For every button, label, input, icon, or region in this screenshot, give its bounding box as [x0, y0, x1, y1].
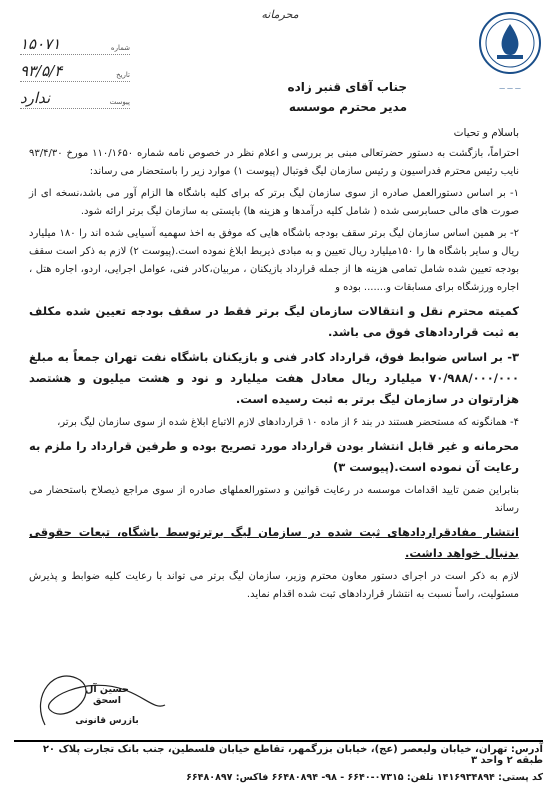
- signatory-name: حسین آل اسحق: [85, 684, 129, 706]
- meta-attachment-row: [20, 86, 130, 109]
- secret-mark: محرمانه: [261, 8, 299, 21]
- footer-address: آدرس: تهران، خیابان ولیعصر (عج)، خیابان بزرگمهر، تقاطع خیابان فلسطین، جنب بانک تجارت پلاک ۲۰ طبقه ۲ واحد ۳: [42, 744, 543, 766]
- date-value: ۹۳/۵/۴: [20, 62, 63, 80]
- meta-date-row: [20, 59, 130, 82]
- item-2-emphasis: کمیته محترم نقل و انتقالات سازمان لیگ برتر فقط در سقف بودجه تعیین شده مکلف به ثبت قراردادهای فوق می باشد.: [29, 304, 519, 339]
- date-label: تاریخ: [116, 71, 130, 79]
- number-label: شماره: [110, 44, 130, 52]
- greeting: باسلام و تحیات: [453, 127, 519, 139]
- closing-paragraph: لازم به ذکر است در اجرای دستور معاون محترم وزیر، سازمان لیگ برتر می تواند با رعایت کلیه ضوابط و پذیرش مسئولیت، راساً نسبت به انتشار قراردادهای ثبت شده اقدام نماید.: [29, 571, 519, 600]
- conclusion-paragraph: بنابراین ضمن تایید اقدامات موسسه در رعایت قوانین و دستورالعملهای صادره از سوی مراجع ذیصلاح باستحضار می رساند: [29, 485, 519, 514]
- letter-body: [29, 127, 519, 608]
- addressee-role: مدیر محترم موسسه: [288, 100, 407, 114]
- oil-company-logo-icon: [477, 10, 543, 102]
- footer-divider: [14, 740, 543, 742]
- conclusion-emphasis: انتشار مفادقراردادهای ثبت شده در سازمان لیگ برترتوسط باشگاه، تبعات حقوقی بدنبال خواهد داشت.: [29, 525, 519, 560]
- item-4: ۴- همانگونه که مستحضر هستند در بند ۶ از ماده ۱۰ قراردادهای لازم الاتباع ابلاغ شده از سوی سازمان لیگ برتر،: [57, 417, 519, 428]
- item-4-emphasis: محرمانه و غیر قابل انتشار بودن قرارداد مورد تصریح بوده و طرفین قرارداد را ملزم به رعایت آن نموده است.(پیوست ۳): [29, 439, 519, 474]
- item-1: ۱- بر اساس دستورالعمل صادره از سوی سازمان لیگ برتر که برای کلیه باشگاه ها الزام آور می باشد،نسخه ای از صورت های مالی حسابرسی شده ( شامل کلیه درآمدها و هزینه ها) بایستی به سازمان لیگ برتر ارائه شود.: [29, 188, 519, 217]
- item-2: ۲- بر همین اساس سازمان لیگ برتر سقف بودجه باشگاه هایی که موفق به اخذ سهمیه آسیایی شده اند را ۱۸۰ میلیارد ریال و سایر باشگاه ها را ۱۵۰میلیارد ریال تعیین و به مبادی ذیربط ابلاغ نموده است.(پیوست ۲) لازم به ذکر است سقف بودجه تعیین شده شامل تمامی هزینه ها از جمله قرارداد بازیکنان ، مربیان،کادر فنی، عوامل اجرایی، اردو، اجاره هتل ، اجاره ورزشگاه برای مسابقات و....... بوده و: [29, 228, 519, 293]
- footer-contacts: کد پستی: ۱۴۱۶۹۳۴۸۹۴ تلفن: ۰۷۳۱۵-۶۶۴۰ - ۹۸- ۶۶۴۸۰۸۹۴ فاکس: ۶۶۴۸۰۸۹۷: [186, 772, 543, 783]
- svg-text:— — —: — — —: [499, 85, 521, 92]
- addressee-block: [207, 80, 407, 114]
- attachment-label: پیوست: [109, 98, 130, 106]
- addressee-name: جناب آقای قنبر زاده: [287, 80, 407, 94]
- item-3: ۳- بر اساس ضوابط فوق، قرارداد کادر فنی و بازیکنان باشگاه نفت تهران جمعاً به مبلغ ۷۰/۹۸۸/۰۰۰/۰۰۰ میلیارد ریال معادل هفت میلیارد و نود و هشت میلیون و هشتصد هزارتوان در سازمان لیگ برتر به ثبت رسیده است.: [29, 350, 519, 406]
- letter-meta: [20, 32, 130, 113]
- meta-number-row: [20, 32, 130, 55]
- footer: [14, 744, 543, 783]
- signature-block: [72, 684, 142, 726]
- intro-paragraph: احتراماً، بازگشت به دستور حضرتعالی مبنی بر بررسی و اعلام نظر در خصوص نامه شماره ۱۱۰/۱۶۵۰ مورخ ۹۳/۴/۳۰ نایب رئیس محترم فدراسیون و رئیس سازمان لیگ فوتبال (پیوست ۱) موارد زیر را باستحضار می رساند:: [29, 148, 519, 177]
- number-value: ۱۵۰۷۱: [20, 35, 61, 53]
- signatory-role: بازرس قانونی: [75, 716, 139, 726]
- attachment-value: ندارد: [20, 89, 51, 107]
